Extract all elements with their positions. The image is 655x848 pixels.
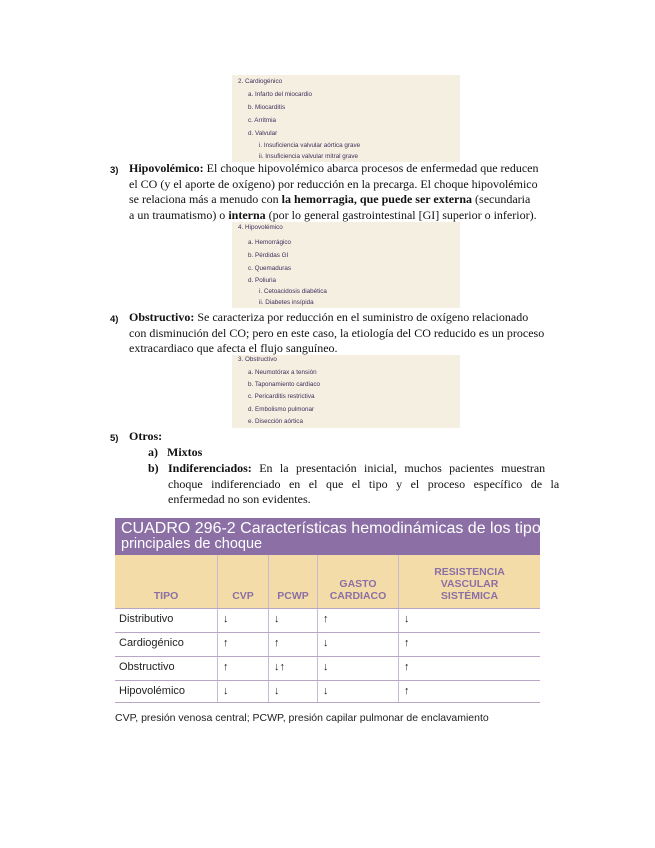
inset-item: ii. Insuficiencia valvular mitral grave — [259, 153, 359, 160]
inset-item: d. Embolismo pulmonar — [248, 406, 315, 413]
inset-heading: 2. Cardiogénico — [238, 78, 283, 85]
inset-cardiogenico — [232, 75, 460, 162]
inset-item: ii. Diabetes insípida — [259, 299, 314, 306]
inset-item: d. Valvular — [248, 130, 278, 137]
section-title: Obstructivo: — [129, 310, 195, 324]
inset-item: a. Hemorrágico — [248, 239, 292, 246]
cell-cvp: ↓ — [223, 613, 229, 625]
cell-tipo: Obstructivo — [119, 661, 175, 673]
table-row — [115, 608, 540, 631]
section-title: Hipovolémico: — [129, 161, 204, 175]
col-header-tipo: TIPO — [153, 590, 179, 602]
inset-item: c. Quemaduras — [248, 265, 292, 272]
inset-item: b. Taponamiento cardiaco — [248, 381, 320, 388]
list-item-b-label: b) — [148, 461, 159, 475]
col-header-gasto: GASTO CARDIACO — [329, 578, 387, 602]
inset-item: e. Disección aórtica — [248, 418, 303, 425]
table-footnote: CVP, presión venosa central; PCWP, presión capilar pulmonar de enclavamiento — [115, 712, 489, 724]
inset-item: d. Poliuria — [248, 277, 277, 284]
inset-item: a. Infarto del miocardio — [248, 91, 313, 98]
table-subtitle: principales de choque — [121, 536, 263, 552]
section-4-paragraph: Obstructivo: Se caracteriza por reducción en el suministro de oxígeno relacionado con disminución del CO; pero en este caso, la etiología del CO reducido es un proceso extracardiaco que afecta el flujo sanguíneo. — [129, 310, 545, 355]
inset-hipovolemico — [232, 222, 460, 308]
cell-gasto: ↓ — [323, 661, 329, 673]
list-item-b-text: Indiferenciados: En la presentación inicial, muchos pacientes muestran choque indiferenciado en el que el tipo y el proceso específico de la enfermedad no son evidentes. — [168, 461, 560, 506]
cell-tipo: Hipovolémico — [119, 685, 186, 697]
inset-heading: 4. Hipovolémico — [238, 224, 283, 231]
inset-obstructivo — [232, 355, 460, 428]
cell-cvp: ↓ — [223, 685, 229, 697]
table-title-bar — [115, 518, 549, 555]
table-row — [115, 632, 540, 655]
section-3-paragraph: Hipovolémico: El choque hipovolémico abarca procesos de enfermedad que reducen el CO (y el aporte de oxígeno) por reducción en la precarga. El choque hipovolémico se relaciona más a menudo con la hemorragia, que puede ser externa (secundaria a un traumatismo) o interna (por lo general gastrointestinal [GI] superior o inferior). — [129, 161, 539, 222]
table-header-row — [115, 555, 540, 608]
inset-item: c. Arritmia — [248, 117, 276, 124]
cell-tipo: Distributivo — [119, 613, 174, 625]
cell-pcwp: ↓ — [274, 613, 280, 625]
section-5-title: Otros: — [129, 429, 163, 443]
list-item-a: a) Mixtos — [148, 445, 203, 459]
inset-item: b. Pérdidas GI — [248, 252, 289, 259]
table-title: CUADRO 296-2 Características hemodinámicas de los tipos — [121, 520, 549, 537]
cell-gasto: ↑ — [323, 613, 329, 625]
section-number: 3) — [110, 165, 119, 176]
table-row — [115, 680, 540, 703]
section-number: 5) — [110, 433, 119, 444]
table-row — [115, 656, 540, 679]
cell-resistencia: ↓ — [404, 613, 410, 625]
inset-item: a. Neumotórax a tensión — [248, 369, 317, 376]
cell-resistencia: ↑ — [404, 661, 410, 673]
cell-gasto: ↓ — [323, 685, 329, 697]
cell-cvp: ↑ — [223, 637, 229, 649]
cell-pcwp: ↓↑ — [274, 661, 285, 673]
inset-item: b. Miocarditis — [248, 104, 286, 111]
cell-cvp: ↑ — [223, 661, 229, 673]
col-header-cvp: CVP — [232, 590, 254, 602]
cell-resistencia: ↑ — [404, 637, 410, 649]
cell-gasto: ↓ — [323, 637, 329, 649]
inset-item: i. Insuficiencia valvular aórtica grave — [259, 142, 361, 149]
cell-pcwp: ↑ — [274, 637, 280, 649]
section-number: 4) — [110, 314, 119, 325]
cell-resistencia: ↑ — [404, 685, 410, 697]
cell-tipo: Cardiogénico — [119, 637, 184, 649]
inset-item: c. Pericarditis restrictiva — [248, 393, 315, 400]
inset-item: i. Cetoacidosis diabética — [259, 288, 327, 295]
col-header-pcwp: PCWP — [277, 590, 309, 602]
col-header-resistencia: RESISTENCIA VASCULAR SISTÉMICA — [434, 566, 505, 602]
cell-pcwp: ↓ — [274, 685, 280, 697]
inset-heading: 3. Obstructivo — [238, 356, 277, 363]
